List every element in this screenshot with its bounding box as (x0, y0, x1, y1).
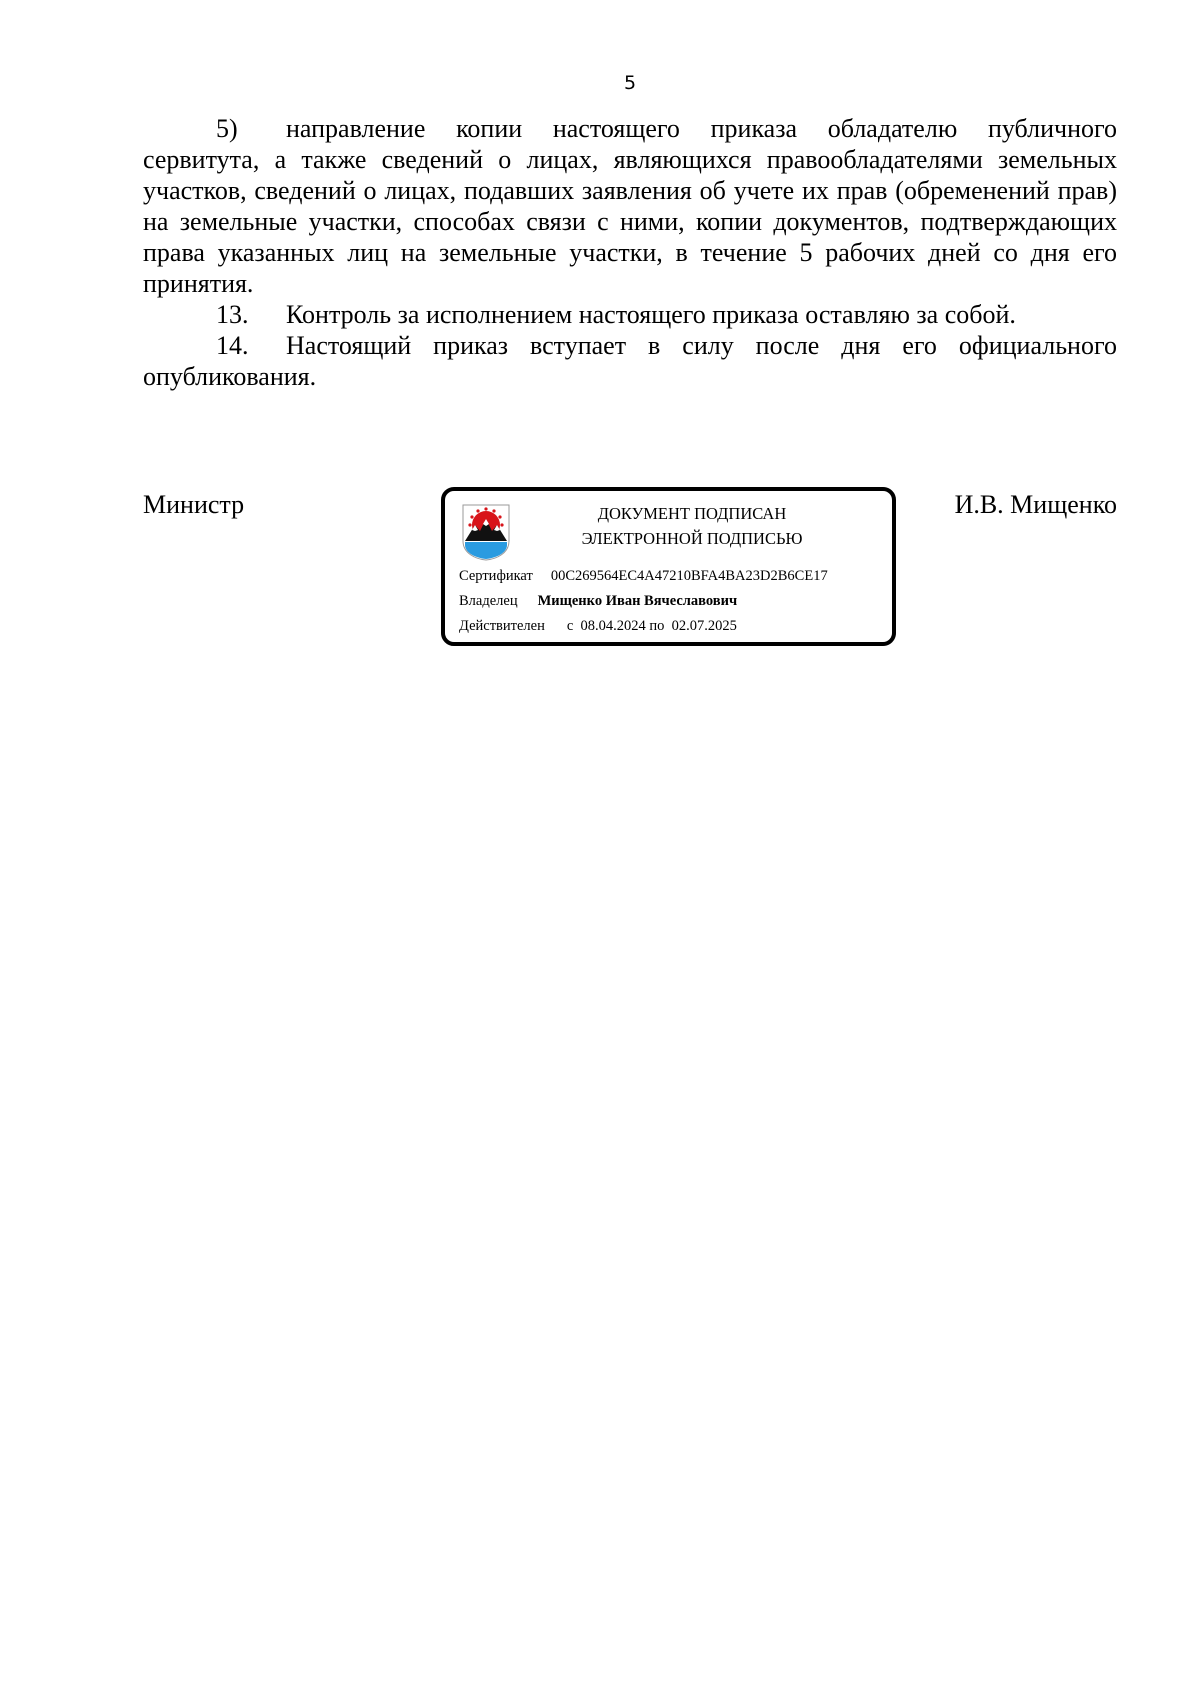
signer-position: Министр (143, 490, 245, 519)
signer-name: И.В. Мищенко (954, 490, 1117, 519)
document-body (143, 113, 1117, 392)
electronic-signature-stamp (441, 487, 896, 646)
paragraph-number: 13. (216, 300, 249, 329)
paragraph-text: Настоящий приказ вступает в силу после дня его официального опубликования. (143, 331, 1117, 391)
owner-value: Мищенко Иван Вячеславович (537, 593, 738, 609)
stamp-heading (525, 501, 859, 551)
paragraph-item-14 (143, 330, 1117, 392)
paragraph-item-13 (143, 299, 1117, 330)
certificate-label: Сертификат (459, 568, 533, 584)
stamp-heading-line1: ДОКУМЕНТ ПОДПИСАН (597, 504, 787, 523)
paragraph-text: Контроль за исполнением настоящего приказа оставляю за собой. (286, 300, 1016, 329)
paragraph-item-5 (143, 113, 1117, 299)
paragraph-number: 14. (216, 331, 249, 360)
certificate-value: 00C269564EC4A47210BFA4BA23D2B6CE17 (550, 568, 828, 584)
stamp-heading-line2: ЭЛЕКТРОННОЙ ПОДПИСЬЮ (581, 529, 803, 548)
kamchatka-coat-of-arms-icon (461, 503, 511, 561)
page-number: 5 (623, 72, 637, 94)
validity-row (459, 618, 737, 635)
paragraph-number: 5) (216, 114, 238, 143)
owner-label: Владелец (459, 593, 518, 609)
certificate-row (459, 568, 828, 585)
owner-row (459, 593, 737, 610)
validity-value: с 08.04.2024 по 02.07.2025 (566, 618, 737, 634)
paragraph-text: направление копии настоящего приказа обладателю публичного сервитута, а также сведений о лицах, являющихся правообладателями земельных участков, сведений о лицах, подавших заявления об учете их прав (обременений прав) на земельные участки, способах связи с ними, копии документов, подтверждающих права указанных лиц на земельные участки, в течение 5 рабочих дней со дня его принятия. (143, 114, 1117, 298)
validity-label: Действителен (459, 618, 545, 634)
